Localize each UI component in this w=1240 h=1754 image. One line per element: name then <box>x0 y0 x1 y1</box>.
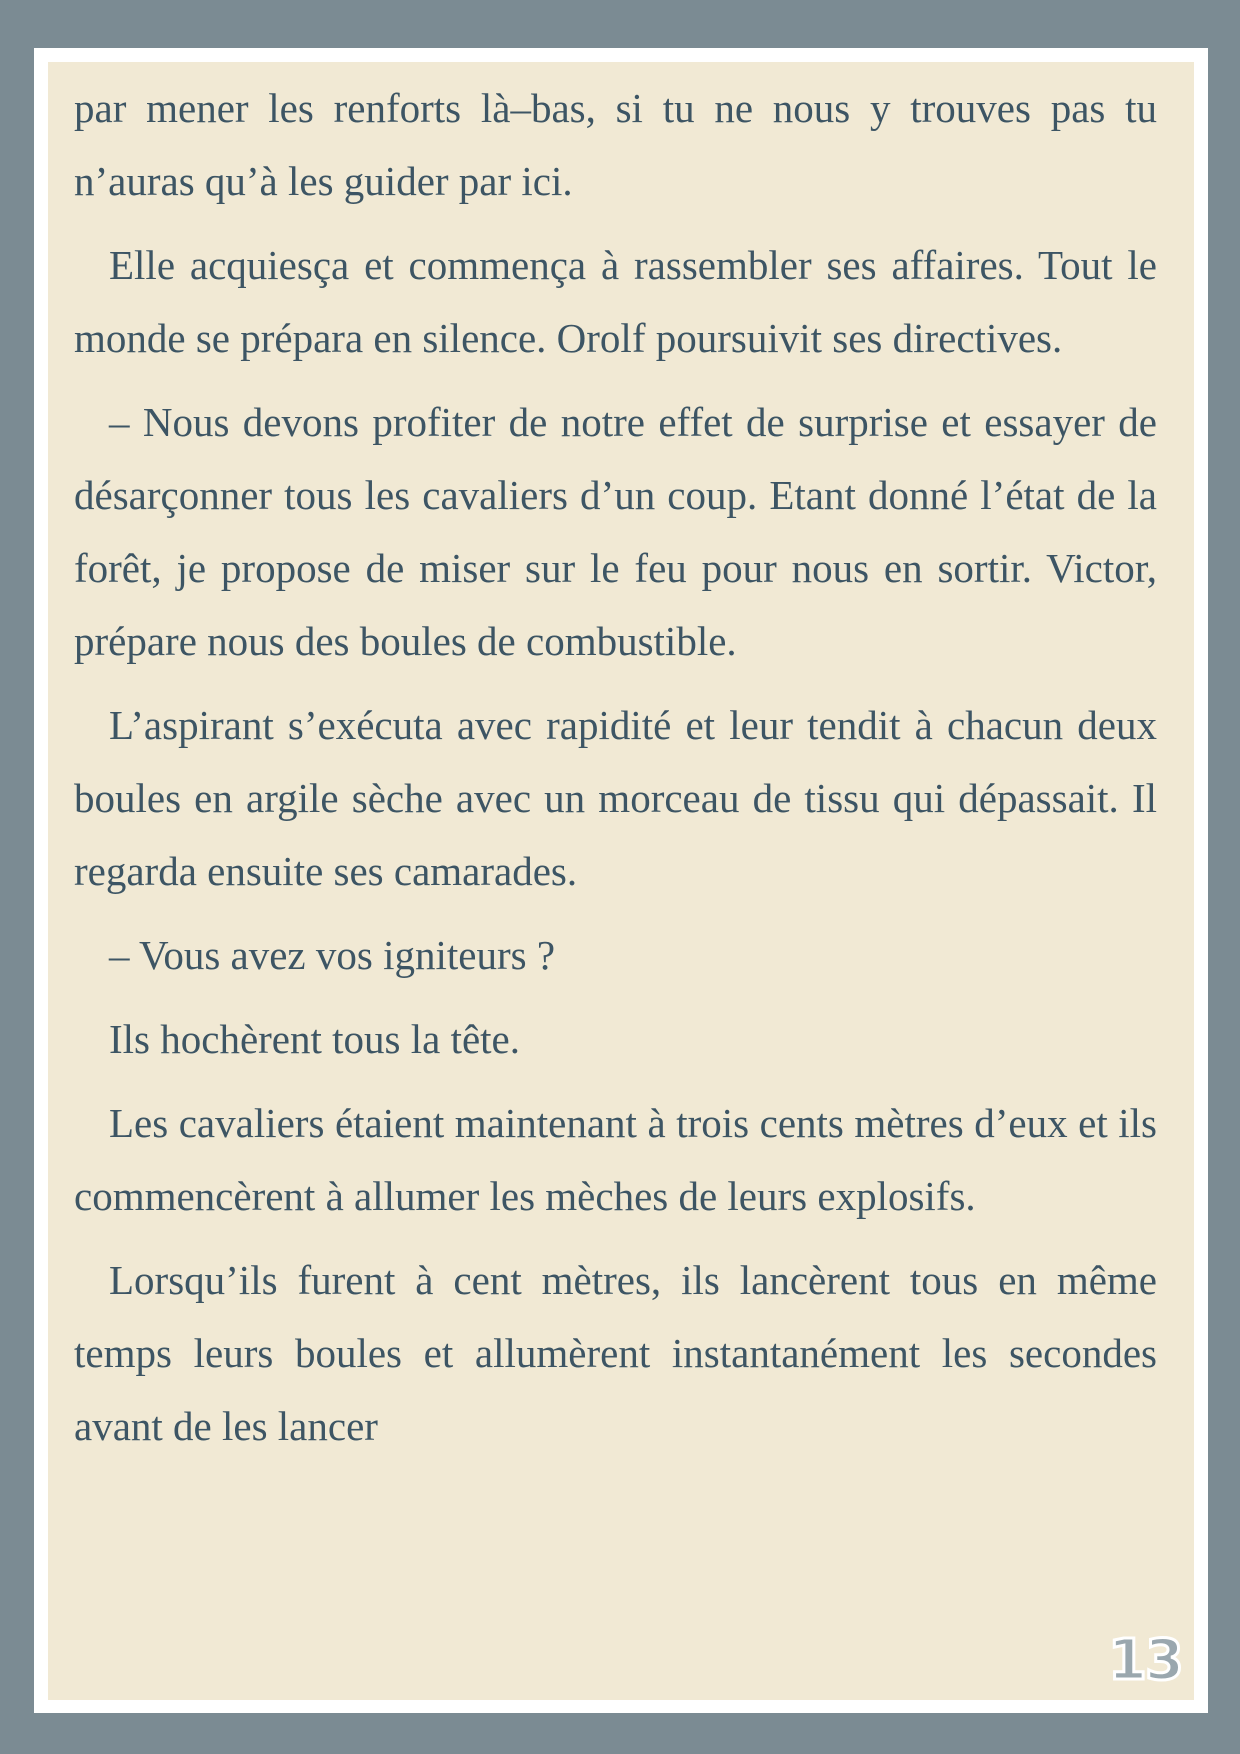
paragraph: Ils hochèrent tous la tête. <box>109 1016 521 1062</box>
paragraph: Les cavaliers étaient maintenant à trois cents mètres d’eux et ils commencèrent à allumer les mèches de leurs explosifs. <box>74 1100 1157 1219</box>
paragraph: par mener les renforts là–bas, si tu ne nous y trouves pas tu n’auras qu’à les guider par ici. <box>74 85 1157 204</box>
page-number: 13 <box>1108 1627 1182 1693</box>
paragraph: Elle acquiesça et commença à rassembler ses affaires. Tout le monde se prépara en silence. Orolf poursuivit ses directives. <box>74 242 1157 361</box>
paragraph: L’aspirant s’exécuta avec rapidité et leur tendit à chacun deux boules en argile sèche avec un morceau de tissu qui dépassait. Il regarda ensuite ses camarades. <box>74 702 1157 894</box>
book-page <box>48 62 1194 1700</box>
paragraph: – Vous avez vos igniteurs ? <box>109 932 556 978</box>
paragraph: – Nous devons profiter de notre effet de surprise et essayer de désarçonner tous les cavaliers d’un coup. Etant donné l’état de la forêt, je propose de miser sur le feu pour nous en sortir. Victor, prépare nous des boules de combustible. <box>74 399 1157 664</box>
paragraph: Lorsqu’ils furent à cent mètres, ils lancèrent tous en même temps leurs boules et allumèrent instantanément les secondes avant de les lancer <box>74 1257 1157 1449</box>
body-text <box>74 72 1157 1474</box>
